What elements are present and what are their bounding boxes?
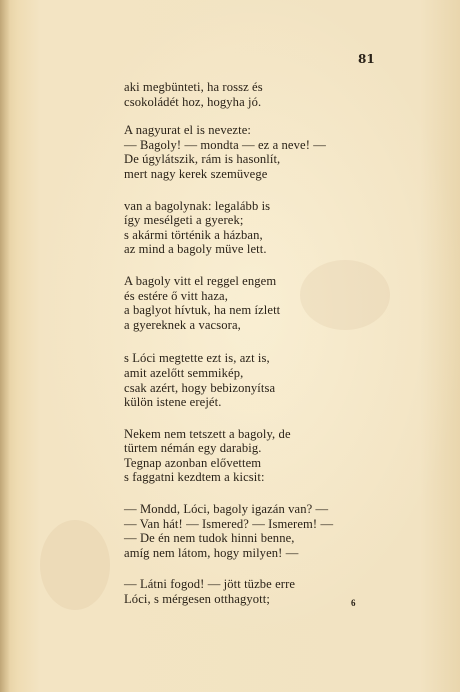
stanza xyxy=(124,274,384,332)
book-spine-shadow xyxy=(0,0,10,692)
stanza xyxy=(124,351,384,409)
poem-line: van a bagolynak: legalább is xyxy=(124,198,271,213)
poem-line: türtem némán egy darabig. xyxy=(124,441,262,456)
poem-line: Tegnap azonban elővettem xyxy=(124,455,262,470)
poem-line: mert nagy kerek szemüvege xyxy=(124,166,268,181)
poem-line: aki megbünteti, ha rossz és xyxy=(124,80,263,94)
stanza xyxy=(124,427,384,485)
poem-line: s faggatni kezdtem a kicsit: xyxy=(124,470,265,485)
signature-mark: 6 xyxy=(351,598,356,608)
poem-line: Lóci, s mérgesen otthagyott; xyxy=(124,592,270,607)
poem-line: — Bagoly! — mondta — ez a neve! — xyxy=(124,137,326,152)
poem-line: — Mondd, Lóci, bagoly igazán van? — xyxy=(124,502,329,517)
poem-line: s Lóci megtette ezt is, azt is, xyxy=(124,351,270,366)
poem-line: — Van hát! — Ismered? — Ismerem! — xyxy=(124,516,334,531)
poem-line: De úgylátszik, rám is hasonlít, xyxy=(124,152,281,167)
page-number: 81 xyxy=(358,52,375,66)
stanza xyxy=(124,199,384,257)
poem-line: A nagyurat el is nevezte: xyxy=(124,123,251,138)
poem-line: a gyereknek a vacsora, xyxy=(124,317,241,332)
poem-line: s akármi történik a házban, xyxy=(124,227,263,242)
stanza xyxy=(124,123,384,181)
poem-line: külön istene erejét. xyxy=(124,395,222,410)
stanza xyxy=(124,577,384,606)
poem-text xyxy=(124,80,384,607)
poem-line: — De én nem tudok hinni benne, xyxy=(124,531,295,546)
stanza xyxy=(124,80,384,109)
poem-line: csak azért, hogy bebizonyítsa xyxy=(124,380,276,395)
poem-line: amit azelőtt semmikép, xyxy=(124,365,244,380)
poem-line: csokoládét hoz, hogyha jó. xyxy=(124,94,262,109)
poem-line: — Látni fogod! — jött tüzbe erre xyxy=(124,577,296,592)
poem-line: Nekem nem tetszett a bagoly, de xyxy=(124,426,291,441)
paper-stain xyxy=(40,520,110,610)
poem-line: A bagoly vitt el reggel engem xyxy=(124,273,277,288)
poem-line: amíg nem látom, hogy milyen! — xyxy=(124,545,299,560)
poem-line: és estére ő vitt haza, xyxy=(124,288,228,303)
poem-line: így mesélgeti a gyerek; xyxy=(124,213,244,228)
stanza xyxy=(124,502,384,560)
poem-line: az mind a bagoly müve lett. xyxy=(124,242,267,257)
poem-line: a baglyot hívtuk, ha nem ízlett xyxy=(124,303,281,318)
